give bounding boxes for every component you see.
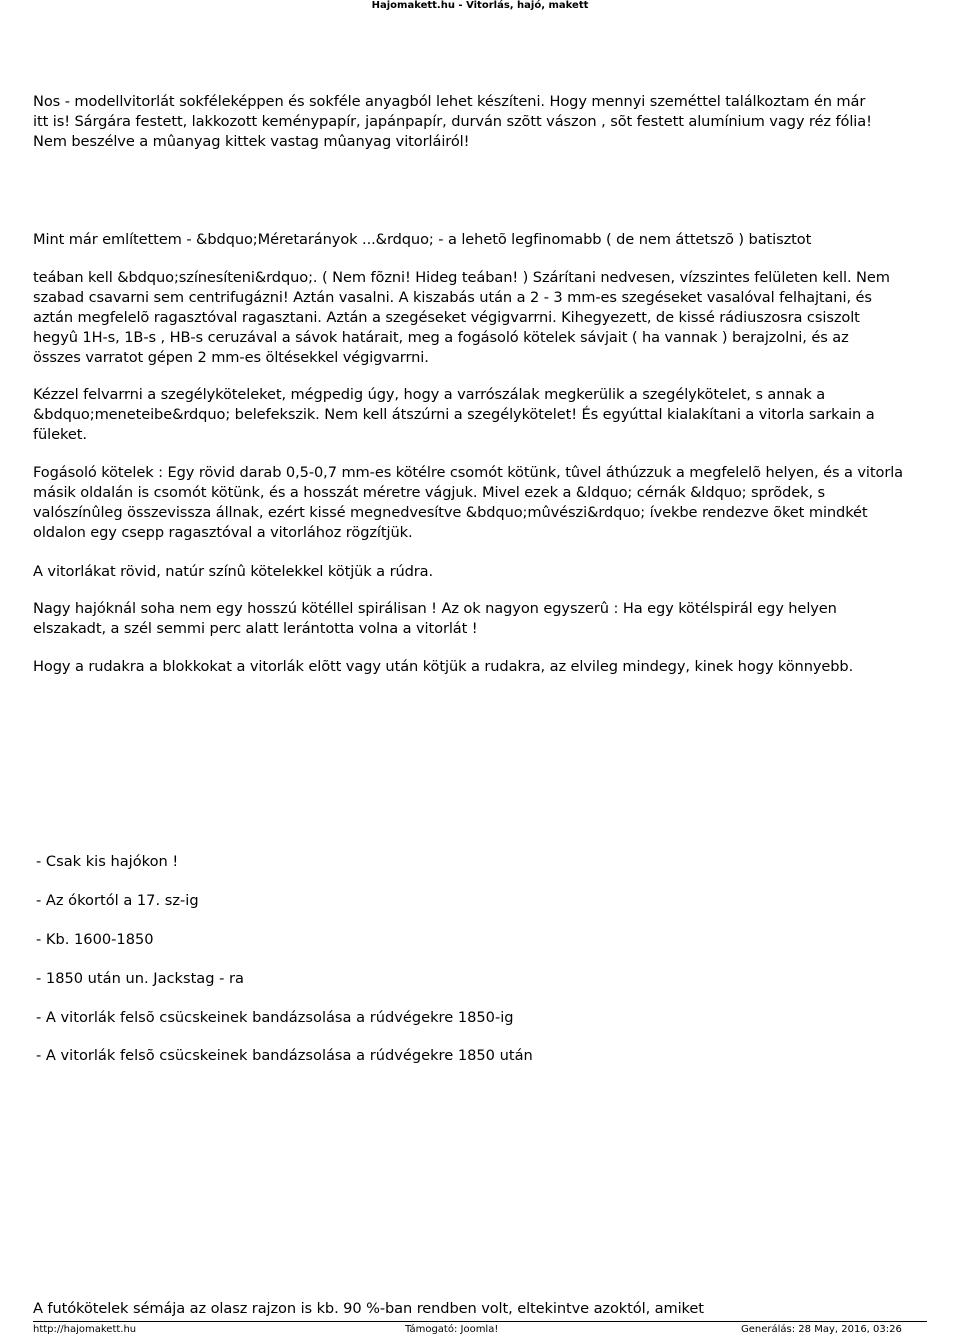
paragraph-intro (33, 92, 933, 152)
paragraph-reef-points (33, 463, 933, 543)
paragraph-bolt-ropes (33, 385, 933, 445)
text-line: Hogy a rudakra a blokkokat a vitorlák elõtt vagy után kötjük a rudakra, az elvileg mindegy, kinek hogy könnyebb. (33, 658, 854, 675)
text-line: oldalon egy csepp ragasztóval a vitorlához rögzítjük. (33, 524, 413, 541)
paragraph-large-ships (33, 599, 933, 639)
text-line: &bdquo;meneteibe&rdquo; belefekszik. Nem kell átszúrni a szegélykötelet! És egyúttal kialakítani a vitorla sarkain a (33, 406, 875, 423)
paragraph-running-rigging: A futókötelek sémája az olasz rajzon is kb. 90 %-ban rendben volt, eltekintve azoktól, amiket (33, 1300, 704, 1317)
note-item: - 1850 után un. Jackstag - ra (36, 970, 245, 987)
text-line: Kézzel felvarrni a szegélyköteleket, mégpedig úgy, hogy a varrószálak megkerülik a szegélykötelet, s annak a (33, 386, 826, 403)
footer-generated-date: Generálás: 28 May, 2016, 03:26 (741, 1324, 902, 1335)
paragraph-scale (33, 230, 933, 250)
footer-sponsor: Támogató: Joomla! (405, 1324, 499, 1335)
paragraph-yard-tying (33, 562, 933, 582)
text-line: valószínûleg összevissza állnak, ezért kissé megnedvesítve &bdquo;mûvészi&rdquo; ívekbe rendezve õket mindkét (33, 504, 868, 521)
note-item: - A vitorlák felsõ csücskeinek bandázsolása a rúdvégekre 1850 után (36, 1047, 533, 1064)
text-line: szabad csavarni sem centrifugázni! Aztán vasalni. A kiszabás után a 2 - 3 mm-es szegéseket vasalóval felhajtani, és (33, 289, 872, 306)
text-line: Fogásoló kötelek : Egy rövid darab 0,5-0,7 mm-es kötélre csomót kötünk, tûvel áthúzzuk a megfelelõ helyen, és a vitorla (33, 464, 904, 481)
text-line: teában kell &bdquo;színesíteni&rdquo;. ( Nem fõzni! Hideg teában! ) Szárítani nedvesen, vízszintes felületen kell. Nem (33, 269, 890, 286)
note-item: - Csak kis hajókon ! (36, 853, 179, 870)
text-line: Nagy hajóknál soha nem egy hosszú kötéllel spirálisan ! Az ok nagyon egyszerû : Ha egy kötélspirál egy helyen (33, 600, 837, 617)
footer-url-link[interactable]: http://hajomakett.hu (33, 1324, 137, 1335)
text-line: elszakadt, a szél semmi perc alatt lerántotta volna a vitorlát ! (33, 620, 478, 637)
note-item: - A vitorlák felsõ csücskeinek bandázsolása a rúdvégekre 1850-ig (36, 1009, 514, 1026)
text-line: füleket. (33, 426, 87, 443)
note-item: - Kb. 1600-1850 (36, 931, 154, 948)
text-line: másik oldalán is csomót kötünk, és a hosszát méretre vágjuk. Mivel ezek a &ldquo; cérnák &ldquo; sprõdek, s (33, 484, 826, 501)
paragraph-blocks (33, 657, 933, 677)
text-line: összes varratot gépen 2 mm-es öltésekkel végigvarrni. (33, 349, 429, 366)
paragraph-tea-dyeing (33, 268, 933, 368)
text-line: A vitorlákat rövid, natúr színû kötelekkel kötjük a rúdra. (33, 563, 434, 580)
text-line: Nem beszélve a mûanyag kittek vastag mûanyag vitorláiról! (33, 133, 470, 150)
text-line: Nos - modellvitorlát sokféleképpen és sokféle anyagból lehet készíteni. Hogy mennyi szeméttel találkoztam én már (33, 93, 866, 110)
text-line: Mint már említettem - &bdquo;Méretarányok ...&rdquo; - a lehetõ legfinomabb ( de nem áttetszõ ) batisztot (33, 231, 812, 248)
text-line: hegyû 1H-s, 1B-s , HB-s ceruzával a sávok határait, meg a fogásoló kötelek sávjait ( ha vannak ) berajzolni, és az (33, 329, 849, 346)
page-header-title: Hajomakett.hu - Vitorlás, hajó, makett (371, 0, 589, 11)
text-line: itt is! Sárgára festett, lakkozott keménypapír, japánpapír, durván szõtt vászon , sõt festett alumínium vagy réz fólia! (33, 113, 872, 130)
note-item: - Az ókortól a 17. sz-ig (36, 892, 199, 909)
footer-divider (33, 1321, 927, 1322)
text-line: aztán megfelelõ ragasztóval ragasztani. Aztán a szegéseket végigvarrni. Kihegyezett, de kissé rádiuszosra csiszolt (33, 309, 860, 326)
